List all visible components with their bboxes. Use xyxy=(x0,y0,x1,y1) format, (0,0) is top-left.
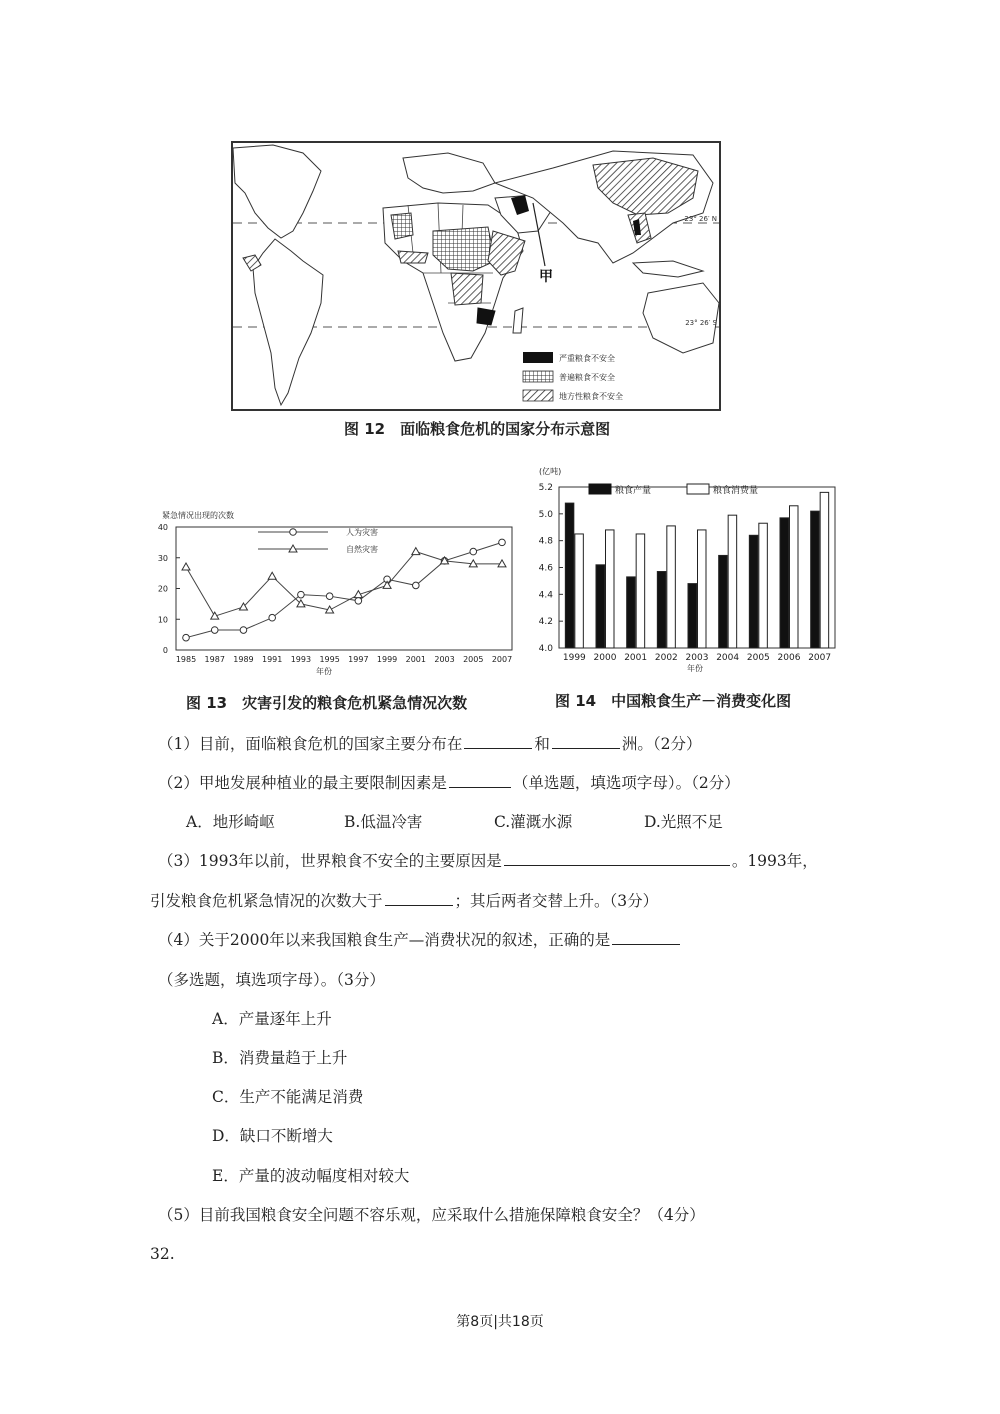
legend-swatch-production xyxy=(589,484,611,494)
line-chart-xtick: 1985 xyxy=(175,655,197,664)
q2-option-b: B.低温冷害 xyxy=(344,813,423,831)
line-chart-ytick: 20 xyxy=(157,584,168,594)
bar-consumption xyxy=(575,534,584,648)
q4-blank[interactable] xyxy=(612,930,680,945)
question-4-line-2: （多选题，填选项字母）。（3分） xyxy=(158,971,385,989)
data-point-triangle xyxy=(412,548,420,555)
bar-production xyxy=(688,584,697,648)
line-chart-xtick: 1989 xyxy=(233,655,254,664)
legend-label-severe: 严重粮食不安全 xyxy=(559,354,615,363)
legend-label-2: 自然灾害 xyxy=(346,545,378,554)
southern-africa-region xyxy=(451,273,483,305)
q1-blank-1[interactable] xyxy=(464,734,532,749)
bar-chart-ytick: 4.2 xyxy=(538,617,553,628)
line-chart-ytick: 40 xyxy=(157,523,168,532)
bar-chart-ytick: 5.2 xyxy=(538,483,553,493)
gulf-of-guinea-region xyxy=(398,251,428,263)
madagascar xyxy=(513,308,523,333)
place-label-jia: 甲 xyxy=(539,269,553,285)
bar-consumption xyxy=(698,530,707,648)
legend-swatch-general xyxy=(523,371,553,382)
data-point-circle xyxy=(298,591,305,598)
line-chart-xlabel: 年份 xyxy=(316,667,332,676)
line-chart-ytick: 30 xyxy=(157,553,168,563)
q4-option-b: B．消费量趋于上升 xyxy=(212,1049,348,1067)
bar-consumption xyxy=(820,492,829,648)
bar-consumption xyxy=(667,526,676,648)
footer-page-current: 8 xyxy=(470,1314,480,1330)
line-chart-xtick: 2005 xyxy=(463,655,484,664)
q4-option-a: A．产量逐年上升 xyxy=(212,1010,332,1028)
line-chart-xtick: 2001 xyxy=(405,655,426,664)
q2-text-b: （单选题，填选项字母）。（2分） xyxy=(512,774,740,792)
bar-chart-xtick: 2003 xyxy=(685,653,709,663)
q3-blank-2[interactable] xyxy=(385,891,453,906)
q3-text-d: ；其后两者交替上升。（3分） xyxy=(454,892,659,910)
indonesia xyxy=(633,261,703,277)
fig13-caption: 图 13 灾害引发的粮食危机紧急情况次数 xyxy=(186,694,468,712)
line-chart-xtick: 2007 xyxy=(491,655,513,664)
question-3-line-2 xyxy=(150,891,658,911)
q1-text-a: （1）目前，面临粮食危机的国家主要分布在 xyxy=(158,735,463,753)
australia xyxy=(643,283,719,353)
bar-production xyxy=(627,577,636,648)
west-africa-region xyxy=(391,213,413,239)
map-legend xyxy=(523,352,623,401)
line-series-1 xyxy=(186,542,502,637)
q3-text-a: （3）1993年以前，世界粮食不安全的主要原因是 xyxy=(158,852,502,870)
line-chart-xtick: 1999 xyxy=(376,655,398,664)
bar-chart-xtick: 2001 xyxy=(624,653,648,663)
legend-label-production: 粮食产量 xyxy=(615,486,652,496)
legend-label-consumption: 粮食消费量 xyxy=(713,486,759,496)
data-point-triangle xyxy=(182,563,190,570)
line-chart-ylabel: 紧急情况出现的次数 xyxy=(162,511,234,520)
fig14-bar-chart xyxy=(525,460,845,685)
bar-chart-ytick: 4.6 xyxy=(538,563,553,574)
q1-text-c: 洲。（2分） xyxy=(621,735,702,753)
bar-chart-xtick: 2005 xyxy=(746,653,770,663)
food-crisis-map xyxy=(231,141,721,411)
bar-chart-unit-label: (亿吨) xyxy=(539,467,562,476)
line-chart-xtick: 1993 xyxy=(290,655,312,664)
q2-option-d: D.光照不足 xyxy=(644,813,723,831)
bar-production xyxy=(719,555,728,648)
line-chart-xtick: 1995 xyxy=(319,655,340,664)
footer-page-total: 18 xyxy=(511,1314,530,1330)
fig12-caption: 图 12 面临粮食危机的国家分布示意图 xyxy=(344,420,611,438)
q3-text-c: 引发粮食危机紧急情况的次数大于 xyxy=(150,892,383,910)
legend-swatch-severe xyxy=(523,352,553,363)
bar-chart-ytick: 4.0 xyxy=(538,644,553,654)
line-chart-ytick: 0 xyxy=(162,646,168,655)
legend-swatch-consumption xyxy=(687,484,709,494)
bar-consumption xyxy=(606,530,615,648)
legend-label-1: 人为灾害 xyxy=(346,528,378,537)
bar-consumption xyxy=(759,523,768,648)
bar-chart-xtick: 2006 xyxy=(777,653,801,663)
data-point-circle xyxy=(269,614,276,621)
bar-chart-xtick: 1999 xyxy=(562,653,586,663)
data-point-circle xyxy=(326,593,333,600)
fig13-line-chart xyxy=(140,500,525,680)
question-3-line-1 xyxy=(158,851,818,871)
data-point-circle xyxy=(499,539,506,546)
north-america xyxy=(233,145,321,238)
data-point-triangle xyxy=(268,572,276,579)
bar-chart-xtick: 2004 xyxy=(716,653,740,663)
line-chart-xtick: 1991 xyxy=(262,655,283,664)
line-chart-ytick: 10 xyxy=(157,615,168,625)
line-chart-xtick: 1987 xyxy=(204,655,225,664)
bar-production xyxy=(749,535,758,648)
line-series-2 xyxy=(186,552,502,617)
footer-suffix: 页 xyxy=(529,1314,544,1330)
bar-chart-plot xyxy=(539,466,835,673)
tropic-north-label: 23° 26′ N xyxy=(684,215,717,223)
question-2 xyxy=(158,773,740,793)
footer-prefix: 第 xyxy=(456,1314,471,1330)
zimbabwe-region xyxy=(477,308,495,325)
bar-chart-xtick: 2007 xyxy=(808,653,832,663)
footer-separator: |共 xyxy=(493,1314,512,1330)
world-map-svg xyxy=(233,143,719,409)
q4-text-a: （4）关于2000年以来我国粮食生产—消费状况的叙述，正确的是 xyxy=(158,931,611,949)
page-footer xyxy=(0,1311,1000,1331)
data-point-circle xyxy=(470,548,477,555)
question-5: （5）目前我国粮食安全问题不容乐观，应采取什么措施保障粮食安全？（4分） xyxy=(158,1206,705,1224)
data-point-circle xyxy=(413,582,420,589)
bar-chart-xtick: 2000 xyxy=(593,653,617,663)
footer-page-word: 页 xyxy=(479,1314,494,1330)
q1-blank-2[interactable] xyxy=(552,734,620,749)
bar-chart-ytick: 4.4 xyxy=(538,590,553,601)
data-point-circle xyxy=(355,598,362,605)
q4-option-e: E．产量的波动幅度相对较大 xyxy=(212,1167,410,1185)
bar-production xyxy=(596,565,605,648)
q4-option-c: C．生产不能满足消费 xyxy=(212,1088,364,1106)
q2-option-a: A．地形崎岖 xyxy=(186,813,275,831)
bar-consumption xyxy=(636,534,645,648)
bar-production xyxy=(811,511,820,648)
q1-text-b: 和 xyxy=(534,735,550,753)
q4-option-d: D．缺口不断增大 xyxy=(212,1127,333,1145)
bar-chart-xlabel: 年份 xyxy=(687,664,703,673)
q3-blank-1[interactable] xyxy=(504,851,730,866)
line-chart-xtick: 1997 xyxy=(348,655,369,664)
fig14-caption: 图 14 中国粮食生产－消费变化图 xyxy=(555,692,792,710)
bar-production xyxy=(657,572,666,648)
bar-production xyxy=(780,518,789,648)
europe xyxy=(403,153,495,193)
bar-chart-xtick: 2002 xyxy=(654,653,678,663)
q2-option-c: C.灌溉水源 xyxy=(494,813,573,831)
q2-blank[interactable] xyxy=(449,773,511,788)
south-america xyxy=(253,239,323,405)
q2-text-a: （2）甲地发展种植业的最主要限制因素是 xyxy=(158,774,447,792)
bar-chart-ytick: 4.8 xyxy=(538,536,553,547)
line-chart-plot xyxy=(158,510,512,676)
bar-consumption xyxy=(790,506,799,648)
next-question-number: 32. xyxy=(150,1245,175,1263)
question-1 xyxy=(158,734,702,754)
data-point-circle xyxy=(240,627,247,634)
bar-production xyxy=(565,503,574,648)
legend-label-general: 普遍粮食不安全 xyxy=(559,373,615,382)
legend-marker-circle xyxy=(290,529,297,536)
bar-chart-ytick: 5.0 xyxy=(538,509,553,520)
legend-label-local: 地方性粮食不安全 xyxy=(559,392,623,401)
tropic-south-label: 23° 26′ S xyxy=(685,319,717,327)
bar-consumption xyxy=(728,515,737,648)
line-chart-xtick: 2003 xyxy=(434,655,455,664)
line-chart-frame xyxy=(176,527,512,650)
q3-text-b: 。1993年， xyxy=(731,852,818,870)
data-point-circle xyxy=(183,634,190,641)
legend-swatch-local xyxy=(523,390,553,401)
data-point-circle xyxy=(211,627,218,634)
question-4-line-1 xyxy=(158,930,682,950)
